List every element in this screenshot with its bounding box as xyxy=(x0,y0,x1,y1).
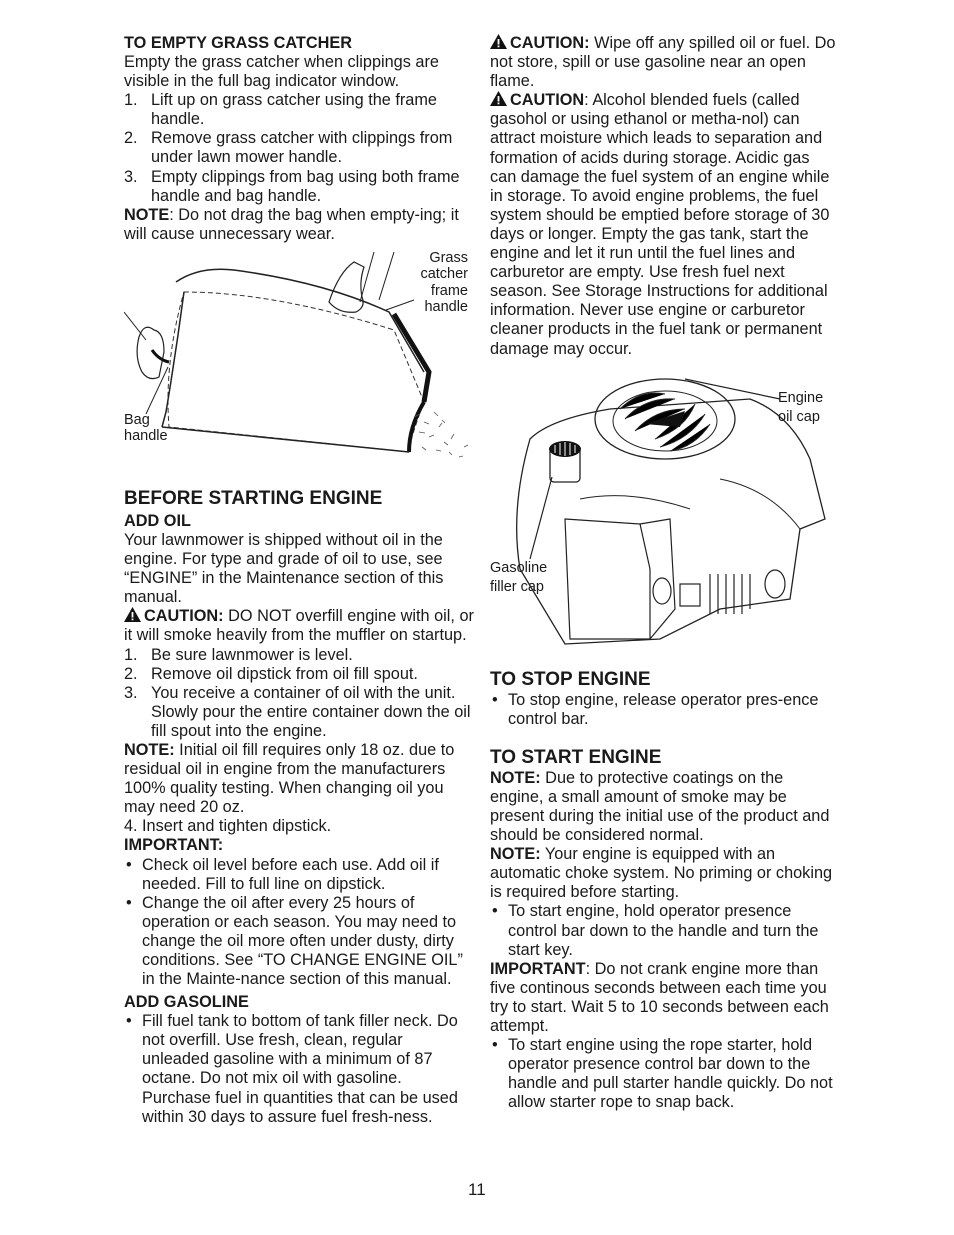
add-oil-intro: Your lawnmower is shipped without oil in the engine. For type and grade of oil to use, see “ENGINE” in the Maintenance section of this manual. xyxy=(124,530,444,607)
important-bullets xyxy=(124,856,474,990)
engine-oil-cap-label: Engine oil cap xyxy=(778,389,824,425)
list-item: 2. Remove grass catcher with clippings from under lawn mower handle. xyxy=(124,129,453,167)
fuel-caution-2: CAUTION: Alcohol blended fuels (called gasohol or using ethanol or metha-nol) can attract moisture which leads to separation and formation of acids during storage. Acidic gas can damage the fuel system of an engine while in storage. To avoid engine problems, the fuel system should be emptied before storage of 30 days or longer. Empty the gas tank, start the engine and let it run until the fuel lines and carburetor are empty. Use fresh fuel next season. See Storage Instructions for additional information. Never use engine or carburetor cleaner products in the fuel tank or permanent damage may occur. xyxy=(490,91,830,358)
list-item: • To start engine, hold operator presence control bar down to the handle and turn the start key. xyxy=(492,902,819,959)
add-gasoline-heading: ADD GASOLINE xyxy=(124,993,249,1012)
before-starting-heading: BEFORE STARTING ENGINE xyxy=(124,487,383,509)
list-item: 3. Empty clippings from bag using both frame handle and bag handle. xyxy=(124,167,460,205)
list-item: • Fill fuel tank to bottom of tank filler neck. Do not overfill. Use fresh, clean, regular unleaded gasoline with a minimum of 87 octane. Do not mix oil with gasoline. Purchase fuel in quantities that can be used within 30 days to assure fuel fresh-ness. xyxy=(126,1012,458,1126)
stop-engine-heading: TO STOP ENGINE xyxy=(490,668,651,690)
engine-figure xyxy=(490,369,840,669)
start-engine-bullets-1 xyxy=(490,902,840,959)
gasoline-filler-cap-label: Gasoline filler cap xyxy=(490,559,548,595)
important-label: IMPORTANT: xyxy=(124,836,224,855)
add-gasoline-bullets xyxy=(124,1012,474,1127)
empty-catcher-heading: TO EMPTY GRASS CATCHER xyxy=(124,34,352,52)
list-item: • To stop engine, release operator pres-ence control bar. xyxy=(492,690,819,728)
start-engine-heading: TO START ENGINE xyxy=(490,746,662,768)
start-engine-important: IMPORTANT: Do not crank engine more than five continous seconds between each time you try to start. Wait 5 to 10 seconds between each attempt. xyxy=(490,959,829,1035)
empty-catcher-steps xyxy=(124,91,474,206)
start-engine-note-1: NOTE: Due to protective coatings on the engine, a small amount of smoke may be present during the initial use of the product and should be considered normal. xyxy=(490,768,830,845)
add-oil-step4 xyxy=(124,817,474,836)
list-item: 1. Lift up on grass catcher using the frame handle. xyxy=(124,91,437,129)
empty-catcher-note: NOTE: Do not drag the bag when empty-ing; it will cause unnecessary wear. xyxy=(124,205,459,243)
list-item: 2. Remove oil dipstick from oil fill spout. xyxy=(124,664,418,683)
empty-catcher-intro: Empty the grass catcher when clippings are visible in the full bag indicator window. xyxy=(124,53,439,91)
left-column xyxy=(124,34,474,1127)
page-number: 11 xyxy=(468,1180,486,1199)
stop-engine-bullets xyxy=(490,691,840,729)
list-item: • Check oil level before each use. Add oil if needed. Fill to full line on dipstick. xyxy=(126,855,439,893)
grass-catcher-figure xyxy=(124,249,474,484)
frame-handle-label: Grass catcher frame handle xyxy=(420,249,468,316)
add-oil-caution: CAUTION: DO NOT overfill engine with oil, or it will smoke heavily from the muffler on startup. xyxy=(124,607,474,645)
start-engine-note-2: NOTE: Your engine is equipped with an automatic choke system. No priming or choking is required before starting. xyxy=(490,845,833,902)
fuel-caution-1: CAUTION: Wipe off any spilled oil or fuel. Do not store, spill or use gasoline near an open flame. xyxy=(490,34,836,91)
add-oil-note: NOTE: Initial oil fill requires only 18 oz. due to residual oil in engine from the manufacturers 100% quality testing. When changing oil you may need 20 oz. xyxy=(124,740,455,817)
warning-icon xyxy=(490,91,507,106)
add-oil-heading: ADD OIL xyxy=(124,511,191,530)
add-oil-steps xyxy=(124,646,474,741)
list-item: • To start engine using the rope starter, hold operator presence control bar down to the handle and pull starter handle quickly. Do not allow starter rope to snap back. xyxy=(492,1036,833,1112)
list-item: 4. Insert and tighten dipstick. xyxy=(124,817,332,836)
list-item: 1. Be sure lawnmower is level. xyxy=(124,645,353,664)
list-item: • Change the oil after every 25 hours of operation or each season. You may need to change the oil more often under dusty, dirty conditions. See “TO CHANGE ENGINE OIL” in the Mainte-nance section of this manual. xyxy=(126,893,463,989)
start-engine-bullets-2 xyxy=(490,1036,840,1112)
warning-icon xyxy=(124,607,141,622)
list-item: 3. You receive a container of oil with the unit. Slowly pour the entire container down the oil fill spout into the engine. xyxy=(124,683,471,740)
bag-handle-label: Bag handle xyxy=(124,411,168,445)
warning-icon xyxy=(490,34,507,49)
right-column xyxy=(490,34,840,1112)
